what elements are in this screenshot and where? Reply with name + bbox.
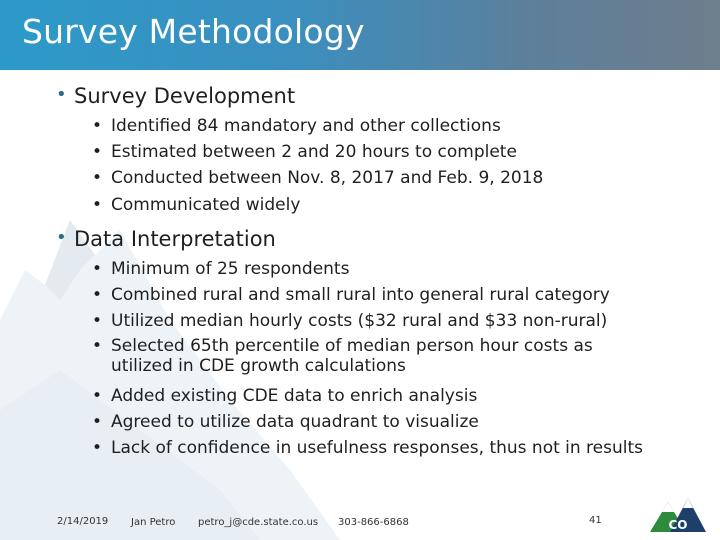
list-item: [92, 336, 631, 376]
footer-phone: 303-866-6868: [338, 517, 409, 528]
bullet-icon: •: [92, 386, 103, 406]
list-item: [92, 437, 711, 459]
section-survey-development: [56, 84, 295, 108]
page-number: 41: [589, 515, 602, 526]
list-item-text: Utilized median hourly costs ($32 rural and $33 non-rural): [111, 311, 608, 331]
list-item: [92, 167, 671, 189]
section-heading: Survey Development: [74, 84, 296, 108]
footer-name: Jan Petro: [131, 517, 176, 528]
list-item: [92, 194, 671, 216]
bullet-icon: •: [92, 168, 103, 188]
footer-date: 2/14/2019: [57, 516, 109, 527]
list-item-text: Combined rural and small rural into general rural category: [111, 285, 610, 305]
bullet-icon: •: [56, 227, 67, 248]
logo-text: CO: [668, 518, 688, 532]
bullet-icon: •: [92, 336, 103, 356]
co-logo-icon: [648, 492, 706, 534]
list-item-text: Conducted between Nov. 8, 2017 and Feb. 9, 2018: [111, 168, 544, 188]
list-item-text: Agreed to utilize data quadrant to visualize: [111, 412, 479, 432]
bullet-icon: •: [92, 195, 103, 215]
list-item-text: Communicated widely: [111, 195, 301, 215]
bullet-icon: •: [92, 259, 103, 279]
list-item: [92, 141, 671, 163]
list-item-text: Estimated between 2 and 20 hours to complete: [111, 142, 517, 162]
list-item: [92, 115, 671, 137]
bullet-icon: •: [92, 142, 103, 162]
list-item-text: Added existing CDE data to enrich analysis: [111, 386, 478, 406]
bullet-icon: •: [92, 285, 103, 305]
list-item-text: Minimum of 25 respondents: [111, 259, 350, 279]
section-data-interpretation: [56, 227, 276, 251]
list-item: [92, 411, 671, 433]
bullet-icon: •: [92, 116, 103, 136]
list-item-text: Identified 84 mandatory and other collections: [111, 116, 501, 136]
list-item: [92, 385, 671, 407]
bullet-icon: •: [56, 84, 67, 105]
list-item: [92, 284, 671, 306]
list-item-text: Selected 65th percentile of median person hour costs as utilized in CDE growth calculations: [111, 336, 593, 376]
bullet-icon: •: [92, 412, 103, 432]
bullet-icon: •: [92, 311, 103, 331]
bullet-icon: •: [92, 438, 103, 458]
list-item-text: Lack of confidence in usefulness responses, thus not in results: [111, 438, 644, 458]
list-item: [92, 310, 671, 332]
slide-title: Survey Methodology: [22, 12, 365, 51]
section-heading: Data Interpretation: [74, 227, 276, 251]
footer-email: petro_j@cde.state.co.us: [198, 517, 319, 528]
list-item: [92, 258, 671, 280]
